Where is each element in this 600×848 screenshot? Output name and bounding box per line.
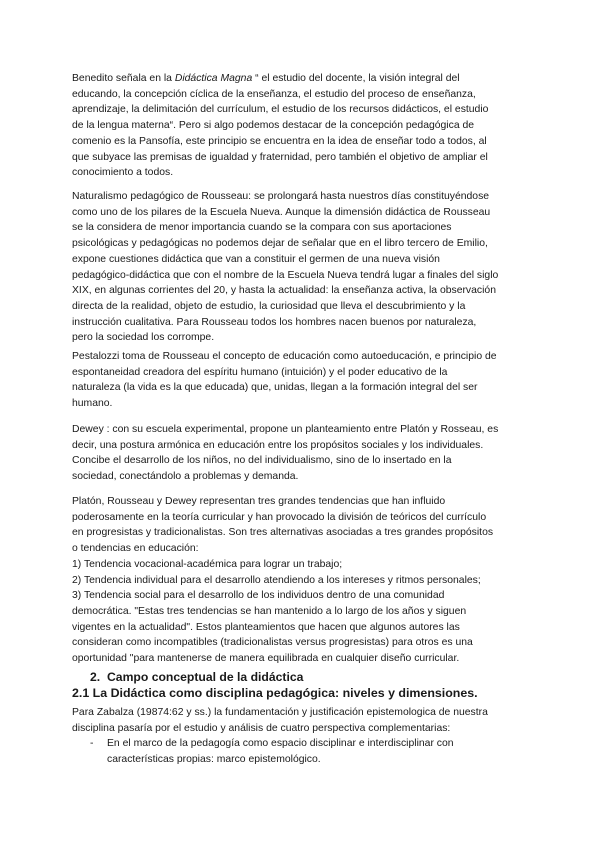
bullet-marker: -	[90, 738, 94, 749]
text-line: directa de la realidad, objeto de estudio, la curiosidad que lleva el descubrimiento y la	[72, 300, 466, 312]
list-item-tendencia-3: 3) Tendencia social para el desarrollo de los individuos dentro de una comunidad	[72, 590, 445, 602]
text-line: poderosamente en la teoría curricular y han provocado la división de teóricos del currículo	[72, 511, 487, 523]
section-heading-2-1: 2.1 La Didáctica como disciplina pedagógica: niveles y dimensiones.	[72, 686, 478, 700]
text-line: de la lengua materna“. Pero si algo podemos destacar de la concepción pedagógica de	[72, 120, 475, 132]
paragraph-zabalza	[72, 705, 534, 736]
text-line: Concibe el desarrollo de los niños, no del individualismo, sino de lo insertado en la	[72, 455, 452, 467]
text-line: educando, la concepción cíclica de la enseñanza, el estudio del proceso de enseñanza,	[72, 88, 476, 100]
text-line: Platón, Rousseau y Dewey representan tres grandes tendencias que han influido	[72, 496, 446, 507]
text-line: vigentes en la actualidad". Estos planteamientos que hacen que algunos autores las	[72, 621, 460, 633]
text-line: oportunidad "para mantenerse de manera equilibrada en cualquier diseño curricular.	[72, 653, 460, 665]
text-line: decir, una postura armónica en educación entre los propósitos sociales y los individuales.	[72, 439, 484, 451]
text-line: psicológicas y pedagógicas no podemos dejar de señalar que en el libro tercero de Emilio,	[72, 238, 488, 250]
text-line: humano.	[72, 398, 113, 410]
book-title-didactica-magna: Didáctica Magna	[174, 73, 253, 84]
text-line: comenio es la Pansofía, este principio se encuentra en la idea de enseñar todo a todos, al	[72, 135, 487, 147]
text-line: XIX, en algunas corrientes del 20, y hasta la actualidad: la enseñanza activa, la observación	[72, 285, 496, 297]
text-line: se la considera de menor importancia cuando se la compara con sus aportaciones	[72, 222, 452, 234]
text-line: Pestalozzi toma de Rousseau el concepto de educación como autoeducación, e principio de	[72, 351, 497, 362]
text-line: conocimiento a todos.	[72, 167, 174, 179]
section-heading-2	[90, 670, 303, 684]
text-line: pero la sociedad los corrompe.	[72, 332, 215, 344]
text-line: que subyace las premisas de igualdad y fraternidad, pero también el objetivo de ampliar el	[72, 151, 488, 163]
text-line: sociedad, conectándolo a problemas y demanda.	[72, 471, 299, 483]
paragraph-comenio	[72, 71, 534, 181]
text-line: Para Zabalza (19874:62 y ss.) la fundamentación y justificación epistemologica de nuestra	[72, 707, 488, 718]
text-line: espontaneidad creadora del espíritu humano (intuición) y el poder educativo de la	[72, 366, 448, 378]
text-line: Naturalismo pedagógico de Rousseau: se prolongará hasta nuestros días constituyéndose	[72, 191, 490, 202]
paragraph-rousseau	[72, 189, 534, 346]
section-title: Campo conceptual de la didáctica	[107, 670, 304, 684]
text-line: disciplina pasaría por el estudio y análisis de cuatro perspectiva complementarias:	[72, 722, 451, 734]
paragraph-pestalozzi	[72, 349, 534, 412]
paragraph-dewey	[72, 422, 534, 485]
text-line: democrática. "Estas tres tendencias se han mantenido a lo largo de los años y siguen	[72, 605, 467, 617]
list-item-tendencia-1: 1) Tendencia vocacional-académica para lograr un trabajo;	[72, 558, 343, 570]
text-line: En el marco de la pedagogía como espacio disciplinar e interdisciplinar con	[107, 738, 454, 749]
text-line: como uno de los pilares de la Escuela Nueva. Aunque la dimensión didáctica de Rousseau	[72, 206, 491, 218]
paragraph-tendencias	[72, 494, 534, 667]
text-line: instrucción cualitativa. Para Rousseau todos los hombres nacen buenos por naturaleza,	[72, 316, 477, 328]
text-line: consideran como incompatibles (tradicionalistas versus progresistas) para otros es una	[72, 637, 473, 649]
section-number: 2.	[90, 670, 101, 684]
bullet-text	[107, 736, 454, 767]
text-line: o tendencias en educación:	[72, 543, 199, 555]
text-line: aprendizaje, la delimitación del currículum, el estudio de los recursos didácticos, el estudio	[72, 104, 489, 116]
text-line: Dewey : con su escuela experimental, propone un planteamiento entre Platón y Rosseau, es	[72, 424, 499, 435]
text-line: expone cuestiones didáctica que van a constituir el germen de una nueva visión	[72, 253, 440, 265]
text-line: pedagógico-didáctica que con el nombre de la Escuela Nueva tendrá lugar a finales del siglo	[72, 269, 499, 281]
list-item-tendencia-2: 2) Tendencia individual para el desarrollo atendiendo a los intereses y ritmos personales;	[72, 574, 481, 586]
text-line: naturaleza (la vida es la que educada) que, unidas, llegan a la formación integral del ser	[72, 382, 478, 394]
text-line: características propias: marco epistemológico.	[107, 753, 321, 765]
text-line: en progresistas y tradicionalistas. Son tres alternativas asociadas a tres grandes propósitos	[72, 527, 494, 539]
text-line: Benedito señala en la Didáctica Magna “ el estudio del docente, la visión integral del	[72, 73, 460, 84]
